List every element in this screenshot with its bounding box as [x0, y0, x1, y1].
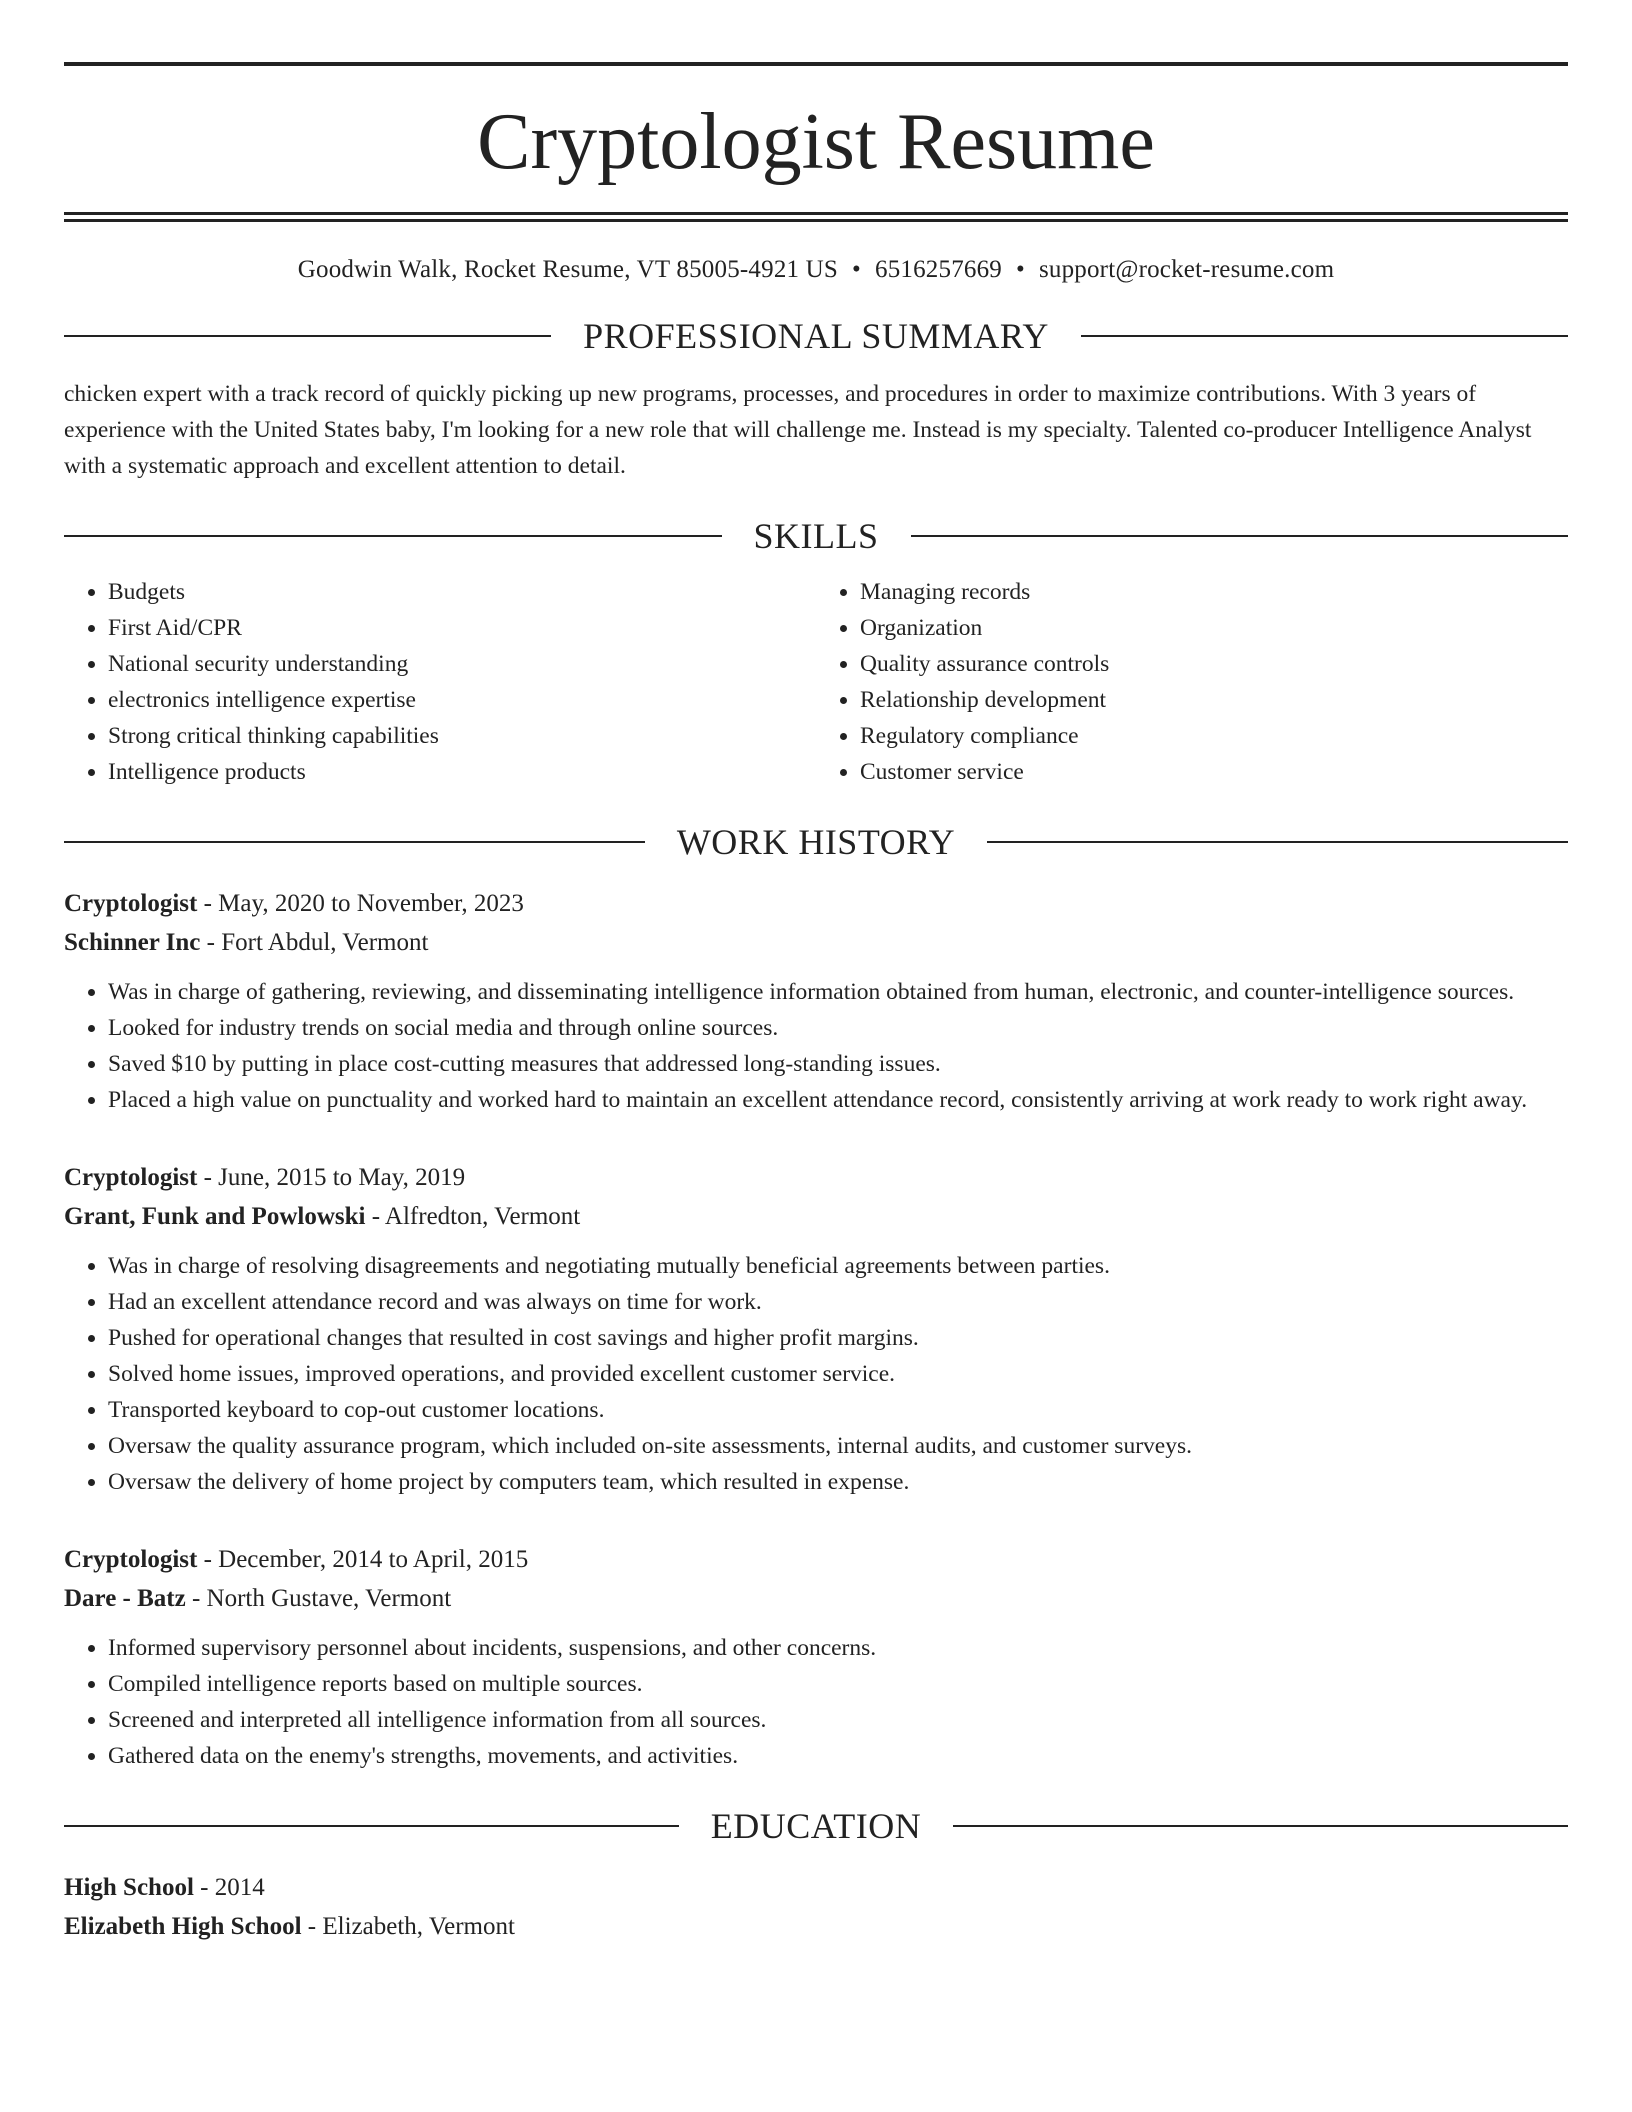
job-bullets: [64, 1630, 1568, 1774]
skills-list: [64, 574, 1568, 790]
section-heading-summary: [64, 318, 1568, 354]
contact-separator: •: [1016, 256, 1025, 283]
job-bullet: • Looked for industry trends on social media and through online sources.: [108, 1010, 1568, 1046]
education-entry: [64, 1868, 1568, 1946]
education-location: - Elizabeth, Vermont: [301, 1913, 515, 1940]
job-title-line: [64, 884, 1568, 923]
job-dates: - December, 2014 to April, 2015: [197, 1546, 529, 1573]
title-top-rule: [64, 62, 1568, 66]
skill-item: • Quality assurance controls: [860, 646, 1568, 682]
job-dates: - June, 2015 to May, 2019: [197, 1164, 466, 1191]
resume-page: [64, 0, 1568, 1946]
job-title: Cryptologist: [64, 1164, 198, 1191]
job-company-line: [64, 1197, 1568, 1236]
resume-title: Cryptologist Resume: [477, 98, 1155, 186]
contact-address: Goodwin Walk, Rocket Resume, VT 85005-4921 US: [297, 256, 839, 283]
heading-rule: [987, 841, 1568, 843]
title-bottom-double-rule: [64, 212, 1568, 222]
skill-item: • electronics intelligence expertise: [108, 682, 816, 718]
job-bullet: • Transported keyboard to cop-out customer locations.: [108, 1392, 1568, 1428]
job-bullet: • Screened and interpreted all intelligence information from all sources.: [108, 1702, 1568, 1738]
job-title-line: [64, 1540, 1568, 1579]
job-title: Cryptologist: [64, 1546, 198, 1573]
job-company-line: [64, 923, 1568, 962]
job-bullet: • Compiled intelligence reports based on multiple sources.: [108, 1666, 1568, 1702]
section-heading-skills: [64, 518, 1568, 554]
contact-email: support@rocket-resume.com: [1038, 256, 1335, 283]
education-degree: High School: [64, 1874, 194, 1901]
job-location: - North Gustave, Vermont: [185, 1585, 452, 1612]
job-company: Schinner Inc: [64, 929, 201, 956]
job-title: Cryptologist: [64, 890, 198, 917]
skill-item: • Managing records: [860, 574, 1568, 610]
skill-item: • Intelligence products: [108, 754, 816, 790]
job-company-line: [64, 1579, 1568, 1618]
job-bullet: • Oversaw the quality assurance program, which included on-site assessments, internal audits, and customer surveys.: [108, 1428, 1568, 1464]
job-bullets: [64, 974, 1568, 1118]
contact-phone: 6516257669: [875, 256, 1002, 283]
section-heading-work-history: [64, 824, 1568, 860]
job-bullet: • Placed a high value on punctuality and worked hard to maintain an excellent attendance record, consistently arriving at work ready to work right away.: [108, 1082, 1568, 1118]
education-year: - 2014: [193, 1874, 265, 1901]
heading-label: WORK HISTORY: [676, 822, 956, 862]
section-heading-education: [64, 1808, 1568, 1844]
job-dates: - May, 2020 to November, 2023: [197, 890, 524, 917]
heading-label: PROFESSIONAL SUMMARY: [583, 316, 1049, 356]
heading-label: EDUCATION: [710, 1806, 922, 1846]
education-degree-line: [64, 1868, 1568, 1907]
skill-item: • First Aid/CPR: [108, 610, 816, 646]
job-company: Grant, Funk and Powlowski: [64, 1203, 366, 1230]
heading-rule: [64, 841, 645, 843]
heading-rule: [64, 1825, 679, 1827]
job-company: Dare - Batz: [64, 1585, 186, 1612]
job-bullets: [64, 1248, 1568, 1500]
job-bullet: • Had an excellent attendance record and was always on time for work.: [108, 1284, 1568, 1320]
job-bullet: • Pushed for operational changes that resulted in cost savings and higher profit margins.: [108, 1320, 1568, 1356]
skills-column-left: [64, 574, 816, 790]
contact-separator: •: [852, 256, 861, 283]
skill-item: • Strong critical thinking capabilities: [108, 718, 816, 754]
job-bullet: • Oversaw the delivery of home project by computers team, which resulted in expense.: [108, 1464, 1568, 1500]
job-location: - Alfredton, Vermont: [365, 1203, 581, 1230]
job-title-line: [64, 1158, 1568, 1197]
job-entry: [64, 884, 1568, 1118]
heading-rule: [64, 335, 551, 337]
education-school: Elizabeth High School: [64, 1913, 302, 1940]
job-entry: [64, 1158, 1568, 1500]
summary-text: chicken expert with a track record of quickly picking up new programs, processes, and procedures in order to maximize contributions. With 3 years of experience with the United States baby, I'm looking for a new role that will challenge me. Instead is my specialty. Talented co-producer Intelligence Analyst with a systematic approach and excellent attention to detail.: [64, 381, 1532, 479]
job-bullet: • Informed supervisory personnel about incidents, suspensions, and other concerns.: [108, 1630, 1568, 1666]
heading-rule: [911, 535, 1569, 537]
heading-rule: [953, 1825, 1568, 1827]
job-location: - Fort Abdul, Vermont: [200, 929, 429, 956]
heading-rule: [64, 535, 722, 537]
job-bullet: • Saved $10 by putting in place cost-cutting measures that addressed long-standing issues.: [108, 1046, 1568, 1082]
skill-item: • Organization: [860, 610, 1568, 646]
skills-column-right: [816, 574, 1568, 790]
contact-line: [64, 256, 1568, 284]
education-school-line: [64, 1907, 1568, 1946]
job-bullet: • Was in charge of gathering, reviewing, and disseminating intelligence information obtained from human, electronic, and counter-intelligence sources.: [108, 974, 1568, 1010]
skill-item: • Regulatory compliance: [860, 718, 1568, 754]
job-bullet: • Solved home issues, improved operations, and provided excellent customer service.: [108, 1356, 1568, 1392]
job-bullet: • Gathered data on the enemy's strengths, movements, and activities.: [108, 1738, 1568, 1774]
skill-item: • Customer service: [860, 754, 1568, 790]
heading-rule: [1081, 335, 1568, 337]
skill-item: • Relationship development: [860, 682, 1568, 718]
job-entry: [64, 1540, 1568, 1774]
job-bullet: • Was in charge of resolving disagreements and negotiating mutually beneficial agreements between parties.: [108, 1248, 1568, 1284]
skill-item: • Budgets: [108, 574, 816, 610]
heading-label: SKILLS: [753, 516, 879, 556]
skill-item: • National security understanding: [108, 646, 816, 682]
